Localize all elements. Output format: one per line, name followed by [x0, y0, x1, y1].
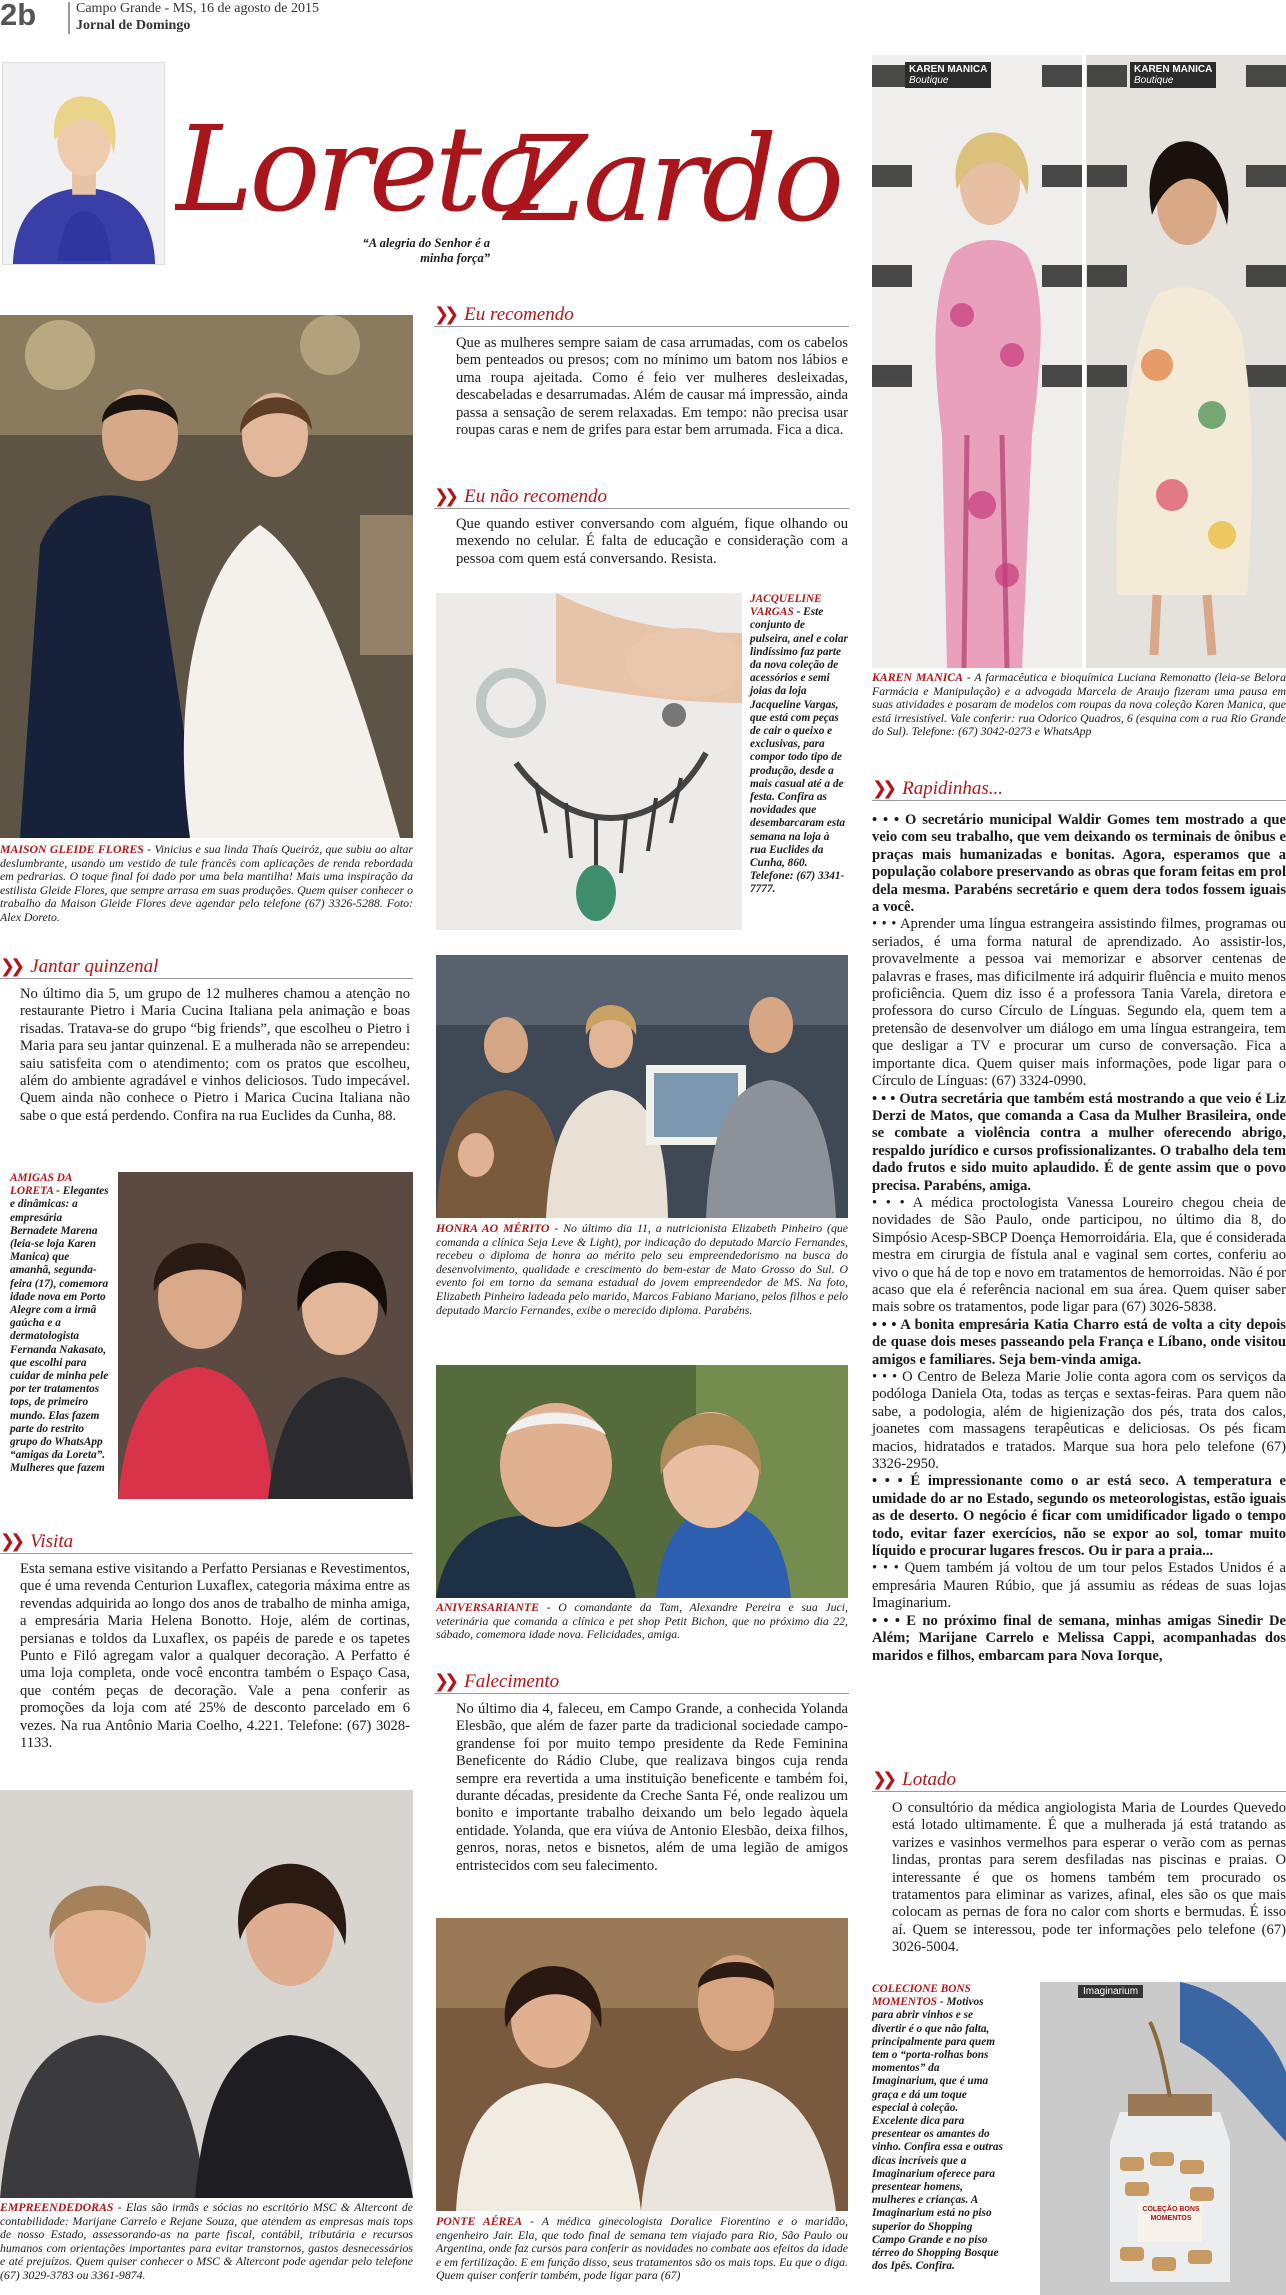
heading-falecimento	[434, 1670, 849, 1694]
karen-banner-sub-1: Boutique	[909, 75, 949, 86]
caption-maison	[0, 843, 413, 925]
caption-honra	[436, 1222, 848, 1317]
page-number: 2b	[0, 0, 37, 32]
rapidinhas-item: • • • Outra secretária que também está mostrando a que veio é Liz Derzi de Matos, que comanda a Casa da Mulher Brasileira, onde se combate a violência contra a mulher oferecendo abrigo, respaldo jurídico e cursos profissionalizantes. O trabalho dela tem dado frutos e sido muito aplaudido. É de gente assim que o povo precisa. Parabéns, amiga.	[872, 1090, 1286, 1194]
heading-recomendo-title: Eu recomendo	[464, 303, 574, 325]
chevron-right-icon: ❯❯	[434, 486, 455, 507]
paper-name: Jornal de Domingo	[76, 18, 191, 33]
heading-lotado-title: Lotado	[902, 1768, 957, 1790]
rapidinhas-item: • • • O secretário municipal Waldir Gomes tem mostrado a que veio com seu trabalho, que vem deixando os terminais de ônibus e praças mais humanizadas e bonitas. Agora, esperamos que a população colabore preservando as obras que foram feitas em prol dela mesma. Parabéns secretário e quem dera todos fossem iguais a você.	[872, 812, 1286, 916]
rapidinhas-item: • • • O Centro de Beleza Marie Jolie conta agora com os serviços da podóloga Daniela Ota, todas as terças e sextas-feiras. Para quem não sabe, a podologia, além de higienização dos pés, trata dos calos, joanetes com massagens terapêuticas e deliciosas. Os pés ficam macios, hidratados e tratados. Marque sua hora pelo telefone (67) 3326-2950.	[872, 1369, 1286, 1473]
rapidinhas-item: • • • Quem também já voltou de um tour pelos Estados Unidos é a empresária Mauren Rúbio, que já assumiu as rédeas de suas lojas Imaginarium.	[872, 1560, 1286, 1612]
heading-rapidinhas	[872, 777, 1286, 801]
motto-line-2: minha força”	[420, 251, 490, 265]
caption-bons-text: - Motivos para abrir vinhos e se divertir é o que não falta, principalmente para quem tem o “porta-rolhas bons momentos” da Imaginarium, que é uma graça e dá um toque especial à coleção. Excelente dica para presentear os amantes do vinho. Confira essa e outras dicas incríveis que a Imaginarium oferece para presentear homens, mulheres e crianças. A Imaginarium está no piso superior do Shopping Campo Grande e no piso térreo do Shopping Bosque dos Ipês. Confira.	[872, 1996, 1003, 2273]
caption-bons	[872, 1983, 1004, 2273]
heading-nao-recomendo	[434, 485, 849, 509]
caption-amigas-text: - Elegantes e dinâmicas: a empresária Bernadete Marena (leia-se loja Karen Manica) que amanhã, segunda-feira (17), comemora idade nova em Porto Alegre com a irmã gaúcha e a dermatologista Fernanda Nakasato, que escolhi para cuidar de minha pele por ter tratamentos tops, de primeiro mundo. Elas fazem parte do restrito grupo do WhatsApp “amigas da Loreta”. Mulheres que fazem	[10, 1185, 109, 1475]
chevron-right-icon: ❯❯	[0, 956, 21, 977]
rapidinhas-item: • • • Aprender uma língua estrangeira assistindo filmes, programas ou seriados, é uma forma natural de aprendizado. Ao assistir-los, provavelmente a pessoa vai memorizar e absorver centenas de palavras e frases, mas dificilmente irá adquirir fluência e muito menos proficiência. Quem diz isso é a professora Tania Varela, diretora e professora do curso Círculo de Línguas. Segundo ela, quem tem a pretensão de desenvolver um diálogo em uma língua estrangeira, tem que desligar a TV e procurar um curso de conversação. Fica a importante dica. Quem quiser mais informações, pode ligar para o Círculo de Línguas: (67) 3324-0990.	[872, 916, 1286, 1090]
heading-jantar	[0, 955, 413, 979]
page-header	[0, 0, 1286, 38]
chevron-right-icon: ❯❯	[434, 304, 455, 325]
motto-line-1: “A alegria do Senhor é a	[362, 236, 490, 250]
caption-jacqueline-lead: JACQUELINE VARGAS	[750, 593, 822, 619]
caption-aniversariante	[436, 1601, 848, 1642]
two-women-photo	[118, 1172, 413, 1499]
caption-empreendedoras-text: - Elas são irmãs e sócias no escritório MSC & Altercont de contabilidade: Marijane Carrelo e Rejane Souza, que atendem as empresas mais tops de nosso Estado, assessorando-as na parte fiscal, contábil, tributária e recursos humanos com orientações importantes para evitar transtornos, gastos desnecessários e até prejuízos. Quem quiser conhecer o MSC & Altercont pode agendar pelo telefone (67) 3029-3783 ou 3361-9874.	[0, 2200, 413, 2282]
sisters-photo	[0, 1790, 413, 2198]
heading-falecimento-title: Falecimento	[464, 1670, 560, 1692]
jewelry-photo	[436, 593, 742, 930]
masthead-last-name: Zardo	[505, 110, 841, 245]
caption-karen	[872, 671, 1286, 739]
caption-jacqueline	[750, 593, 848, 897]
chevron-right-icon: ❯❯	[872, 778, 893, 799]
text-visita: Esta semana estive visitando a Perfatto Persianas e Revestimentos, que é uma revenda Centurion Luxaflex, categoria máxima entre as revendas adquirida ao longo dos anos de trabalho de minha amiga, a empresária Maria Helena Bonotto. Hoje, além de cortinas, persianas e toldos da Luxaflex, os papéis de parede e os tapetes Punto e Filó agregam valor a qualquer decoração. A Perfatto é uma loja completa, onde você encontra também o Espaço Casa, que contém peças de decoração. Vale a pena conferir as promoções da loja com até 25% de desconto parcelado em 6 vezes. Na rua Antônio Maria Coelho, 4.221. Telefone: (67) 3028-1133.	[20, 1561, 410, 1752]
caption-empreendedoras	[0, 2201, 413, 2283]
text-jantar: No último dia 5, um grupo de 12 mulheres chamou a atenção no restaurante Pietro i Maria Cucina Italiana pela animação e boas risadas. Tratava-se do grupo “big friends”, que escolheu o Pietro i Maria para seu jantar quinzenal. E a mulherada não se arrependeu: saiu satisfeita com o atendimento; com os pratos que escolheu, além do ambiente agradável e vinhos deliciosos. Tudo impecável. Quem ainda não conhece o Pietro i Marica Cucina Italiana não sabe o que está perdendo. Confira na rua Euclides da Cunha, 88.	[20, 986, 410, 1124]
header-rule	[68, 2, 70, 34]
caption-karen-lead: KAREN MANICA	[872, 670, 964, 684]
caption-empreendedoras-lead: EMPREENDEDORAS	[0, 2200, 114, 2214]
wedding-photo	[0, 315, 413, 838]
rapidinhas-item: • • • E no próximo final de semana, minhas amigas Sinedir De Além; Marijane Carrelo e Melissa Cappi, acompanhadas dos maridos e filhos, embarcam para Nova Iorque,	[872, 1612, 1286, 1664]
caption-maison-lead: MAISON GLEIDE FLORES	[0, 842, 144, 856]
karen-banner-label-right	[1130, 62, 1216, 88]
heading-visita-title: Visita	[30, 1530, 74, 1552]
heading-rapidinhas-title: Rapidinhas...	[902, 777, 1003, 799]
masthead-motto	[330, 236, 490, 266]
masthead-first-name: Loreta	[175, 100, 545, 238]
dateline: Campo Grande - MS, 16 de agosto de 2015	[76, 1, 320, 16]
caption-amigas-lead: AMIGAS DA LORETA	[10, 1172, 72, 1198]
heading-visita	[0, 1530, 413, 1554]
caption-maison-text: - Vinicius e sua linda Thaís Queiróz, que subiu ao altar deslumbrante, usando um vestido de tule francês com aplicações de renda rebordada em pedrarias. O toque final foi dado por uma bela mantilha! Mais uma inspiração da estilista Gleide Flores, que sempre arrasa em suas produções. Quem quiser conhecer o trabalho da Maison Gleide Flores deve agendar pelo telefone (67) 3326-5288. Foto: Alex Doreto.	[0, 842, 413, 924]
couple-selfie-photo	[436, 1365, 848, 1598]
karen-banner-label-left	[905, 62, 991, 88]
caption-ponte-text: - A médica ginecologista Doralice Fiorentino e o maridão, engenheiro Jair. Ela, que todo final de semana tem viajado para Rio, São Paulo ou Argentina, onde faz cursos para conferir as novidades no combate aos efeitos da idade e em fertilização. E em função disso, seus tratamentos são os mais tops. Eu que o diga. Quem quiser conferir também, pode ligar para (67)	[436, 2214, 848, 2283]
heading-nao-recomendo-title: Eu não recomendo	[464, 485, 607, 507]
chevron-right-icon: ❯❯	[434, 1671, 455, 1692]
text-recomendo: Que as mulheres sempre saiam de casa arrumadas, com os cabelos bem penteados ou presos; com no mínimo um batom nos lábios e uma roupa ajeitada. Como é feio ver mulheres desleixadas, descabeladas e desarrumadas. Além de causar má impressão, ainda passa a sensação de serem relaxadas. Em tempo: não precisa usar roupas caras e nem de grifes para estar bem arrumada. Fica a dica.	[456, 335, 848, 439]
karen-banner-sub-2: Boutique	[1134, 75, 1174, 86]
heading-lotado	[872, 1768, 1286, 1792]
karen-banner-name-1: KAREN MANICA	[909, 64, 988, 75]
caption-aniversariante-lead: ANIVERSARIANTE	[436, 1600, 539, 1614]
caption-jacqueline-text: - Este conjunto de pulseira, anel e colar lindíssimo faz parte da nova coleção de acessórios e semi joias da loja Jacqueline Vargas, que está com peças de cair o queixo e exclusivas, para compor todo tipo de produção, desde a mais casual até a de festa. Confira as novidades que desembarcaram esta semana na loja à rua Euclides da Cunha, 860. Telefone: (67) 3341-7777.	[750, 606, 848, 896]
caption-amigas	[10, 1172, 110, 1476]
text-nao-recomendo: Que quando estiver conversando com alguém, fique olhando ou mexendo no celular. É falta de educação e consideração com a pessoa com quem está conversando. Resista.	[456, 516, 848, 567]
caption-aniversariante-text: - O comandante da Tam, Alexandre Pereira e sua Juci, veterinária que comanda a clínica e pet shop Petit Bichon, que no próximo dia 22, sábado, comemora idade nova. Felicidades, amiga.	[436, 1600, 848, 1642]
rapidinhas-item: • • • A bonita empresária Katia Charro está de volta a city depois de quase dois meses passeando pela França e Líbano, onde visitou amigos e familiares. Seja bem-vinda amiga.	[872, 1316, 1286, 1368]
rapidinhas-item: • • • A médica proctologista Vanessa Loureiro chegou cheia de novidades de São Paulo, onde participou, no último dia 8, do Simpósio Acesp-SBCP Doença Hemorroidária. Ela, que é considerada mestra em cirurgia de fístula anal e vaginal sem cortes, conferiu ao vivo o que há de top e novo em tratamentos de hemorroidas. Não é por acaso que ela é referência nacional em sua área. Quem quiser saber mais sobre os tratamentos, pode ligar para (67) 3026-5838.	[872, 1194, 1286, 1316]
ponte-aerea-photo	[436, 1918, 848, 2211]
caption-bons-lead: COLECIONE BONS MOMENTOS	[872, 1983, 971, 2009]
rapidinhas-list	[872, 812, 1286, 1665]
caption-honra-text: - No último dia 11, a nutricionista Elizabeth Pinheiro (que comanda a clínica Seja Leve & Light), por indicação do deputado Marcio Fernandes, recebeu o diploma de honra ao mérito pelo seu empreendedorismo na busca do desenvolvimento, qualidade e crescimento do bem-estar de Mato Grosso do Sul. O evento foi em torno da semana estadual do jovem empreendedor de MS. Na foto, Elizabeth Pinheiro ladeada pelo marido, Marcos Fabiano Mariano, pelos filhos e pelo deputado Marcio Fernandes, exibe o merecido diploma. Parabéns.	[436, 1221, 848, 1317]
heading-recomendo	[434, 303, 849, 327]
imaginarium-label: Imaginarium	[1078, 1985, 1143, 1998]
masthead-logo	[175, 60, 855, 245]
rapidinhas-item: • • • É impressionante como o ar está seco. A temperatura e umidade do ar no Estado, segundo os meteorologistas, estão iguais as de deserto. O negócio é ficar com umidificador ligado o tempo todo, evitar fazer exercícios, não se expor ao sol, tomar muito líquido e procurar lugares frescos. Ou ir para a praia...	[872, 1473, 1286, 1560]
text-lotado: O consultório da médica angiologista Maria de Lourdes Quevedo está lotado ultimamente. É que a mulherada já está tratando as varizes e vasinhos vermelhos para esperar o verão com as pernas lindas, prontas para serem desfiladas nas piscinas e praias. O interessante é que os homens também tem procurado os tratamentos para eliminar as varizes, afinal, eles são os que mais colocam as pernas de fora no calor com shorts e bermudas. É isso aí. Quem se interessou, pode ter informações pelo telefone (67) 3026-5004.	[892, 1800, 1286, 1956]
columnist-portrait	[2, 62, 165, 265]
caption-karen-text: - A farmacêutica e bioquímica Luciana Remonatto (leia-se Belora Farmácia e Manipulação) e a advogada Marcela de Araujo fizeram uma pausa em suas atividades e posaram de modelos com roupas da nova coleção Karen Manica, que está irresistível. Vale conferir: rua Odorico Quadros, 6 (esquina com a rua Rio Grande do Sul). Telefone: (67) 3042-0273 e WhatsApp	[872, 670, 1286, 739]
caption-ponte	[436, 2215, 848, 2283]
caption-honra-lead: HONRA AO MÉRITO	[436, 1221, 550, 1235]
karen-banner-name-2: KAREN MANICA	[1134, 64, 1213, 75]
chevron-right-icon: ❯❯	[0, 1531, 21, 1552]
caption-ponte-lead: PONTE AÉREA	[436, 2214, 523, 2228]
karen-manica-photo	[872, 55, 1286, 668]
chevron-right-icon: ❯❯	[872, 1769, 893, 1790]
award-photo	[436, 955, 848, 1218]
jar-label: COLEÇÃO BONS MOMENTOS	[1142, 2206, 1200, 2222]
text-falecimento: No último dia 4, faleceu, em Campo Grande, a conhecida Yolanda Elesbão, que além de fazer parte da tradicional sociedade campo-grandense foi por muito tempo presidente da Rede Feminina Beneficente do Rádio Clube, que realizava bingos cuja renda sempre era revertida a uma instituição beneficente e também foi, durante décadas, presidente da Creche Santa Fé, onde realizou um bonito e importante trabalho deixando um belo legado àquela entidade. Yolanda, que era viúva de Antonio Elesbão, deixa filhos, genros, noras, netos e bisnetos, além de uma legião de amigos entristecidos com seu falecimento.	[456, 1701, 848, 1874]
heading-jantar-title: Jantar quinzenal	[30, 955, 159, 977]
cork-jar-photo	[1040, 1982, 1286, 2295]
